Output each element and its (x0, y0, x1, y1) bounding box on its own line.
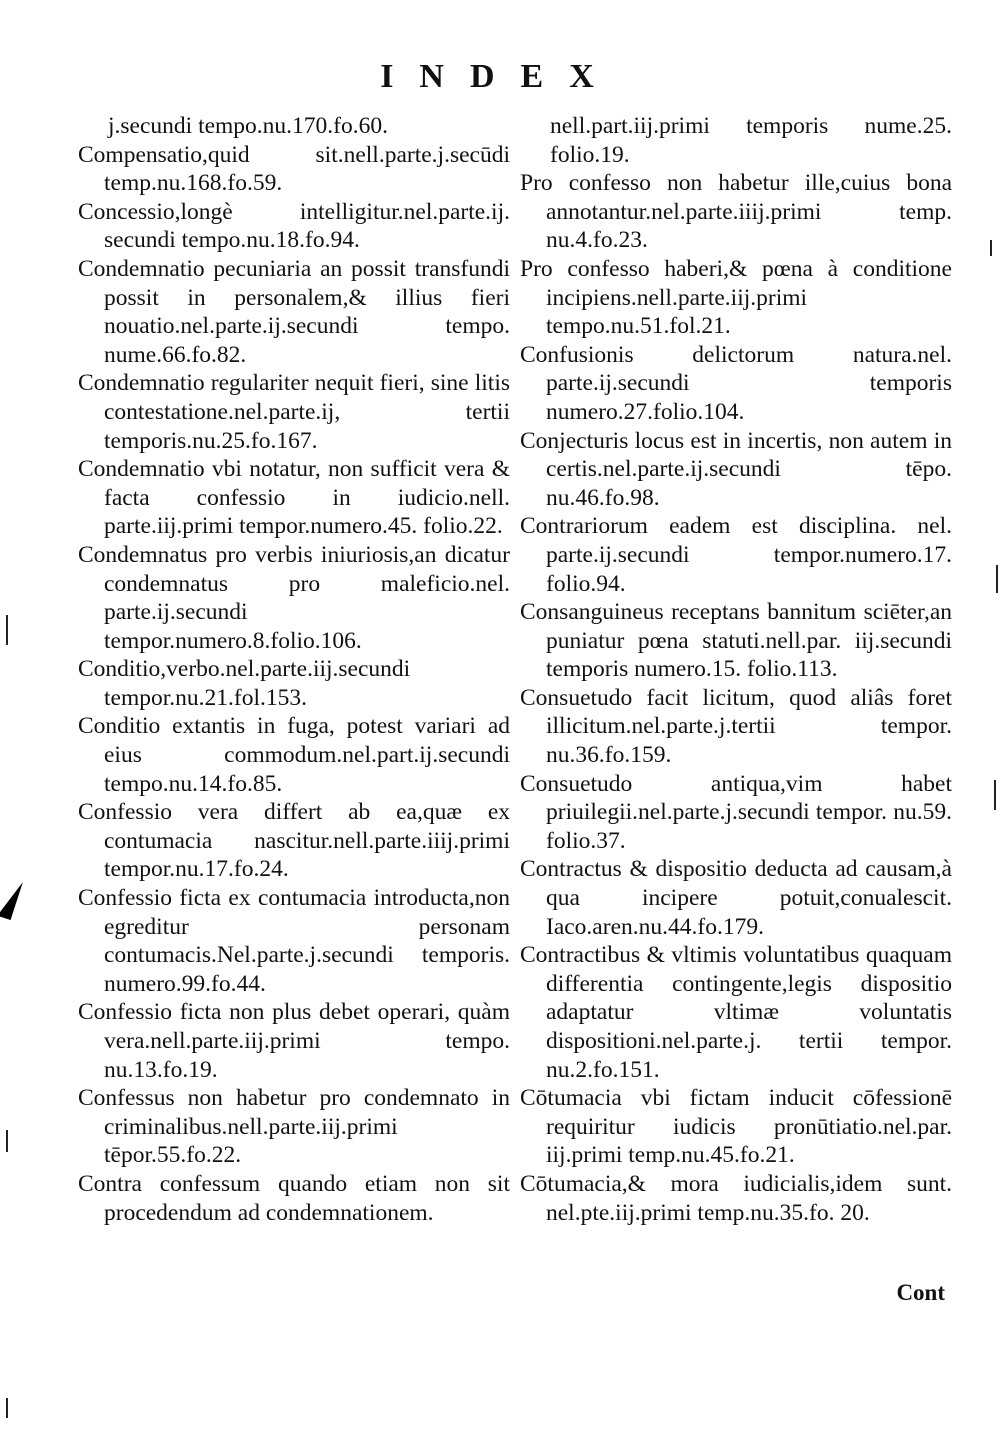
margin-tick (6, 1398, 8, 1418)
index-entry: Conditio,verbo.nel.parte.iij.secundi tempor.nu.21.fol.153. (78, 656, 411, 711)
margin-tick (990, 240, 992, 256)
index-entry: j.secundi tempo.nu.170.fo.60. (108, 113, 389, 139)
index-entry: Pro confesso non habetur ille,cuius bona annotantur.nel.parte.iiij.primi temp. nu.4.fo.23. (520, 170, 952, 254)
index-entry: Confessio ficta non plus debet operari, quàm vera.nell.parte.iij.primi tempo. nu.13.fo.19. (78, 999, 510, 1083)
index-entry: Contra confessum quando etiam non sit procedendum ad condemnationem. (78, 1170, 510, 1226)
index-entry: Condemnatio pecuniaria an possit transfundi possit in personalem,& illius fieri nouatio.nel.parte.ij.secundi tempo. nume.66.fo.82. (78, 255, 510, 368)
index-entry: Conditio extantis in fuga, potest variari ad eius commodum.nel.part.ij.secundi tempo.nu.14.fo.85. (78, 713, 510, 797)
margin-tick (994, 780, 996, 810)
margin-ink-mark (0, 872, 25, 920)
index-entry: Confessus non habetur pro condemnato in criminalibus.nell.parte.iij.primi tēpor.55.fo.22. (78, 1085, 510, 1169)
index-entry: Confessio ficta ex contumacia introducta,non egreditur personam contumacis.Nel.parte.j.secundi temporis. numero.99.fo.44. (78, 885, 510, 997)
index-entry: Concessio,longè intelligitur.nel.parte.ij. secundi tempo.nu.18.fo.94. (78, 198, 510, 254)
margin-tick (6, 615, 8, 645)
margin-tick (6, 1130, 8, 1152)
index-entry: Condemnatio vbi notatur, non sufficit vera & facta confessio in iudicio.nell. parte.iij.primi tempor.numero.45. folio.22. (78, 456, 510, 540)
index-entry: Compensatio,quid sit.nell.parte.j.secūdi temp.nu.168.fo.59. (78, 141, 510, 197)
index-entry: Condemnatio regulariter nequit fieri, sine litis contestatione.nel.parte.ij, tertii temporis.nu.25.fo.167. (78, 370, 510, 454)
index-entry: Contrariorum eadem est disciplina. nel. parte.ij.secundi tempor.numero.17. folio.94. (520, 513, 952, 597)
index-entry: Contractibus & vltimis voluntatibus quaquam differentia contingente,legis dispositio adaptatur vltimæ voluntatis dispositioni.nel.parte.j. tertii tempor. nu.2.fo.151. (520, 942, 952, 1083)
index-entry: Condemnatus pro verbis iniuriosis,an dicatur condemnatus pro maleficio.nel. parte.ij.secundi tempor.numero.8.folio.106. (78, 541, 510, 654)
index-entry: Contractus & dispositio deducta ad causam,à qua incipere potuit,conualescit. Iaco.aren.nu.44.fo.179. (520, 856, 952, 940)
catchword: Cont (896, 1280, 945, 1305)
index-entry: Cōtumacia,& mora iudicialis,idem sunt. nel.pte.iij.primi temp.nu.35.fo. 20. (520, 1170, 952, 1226)
index-entry: nell.part.iij.primi temporis nume.25. folio.19. (550, 113, 952, 168)
left-column (78, 112, 510, 1227)
margin-tick (996, 565, 998, 593)
index-entry: Cōtumacia vbi fictam inducit cōfessionē requiritur iudicis pronūtiatio.nel.par. iij.primi temp.nu.45.fo.21. (520, 1085, 952, 1169)
index-entry: Consuetudo antiqua,vim habet priuilegii.nel.parte.j.secundi tempor. nu.59. folio.37. (520, 770, 952, 854)
index-entry: Pro confesso haberi,& pœna à conditione incipiens.nell.parte.iij.primi tempo.nu.51.fol.21. (520, 255, 952, 340)
index-entry: Conjecturis locus est in incertis, non autem in certis.nel.parte.ij.secundi tēpo. nu.46.fo.98. (520, 427, 952, 511)
page-header: INDEX (380, 58, 620, 95)
index-entry: Confusionis delictorum natura.nel. parte.ij.secundi temporis numero.27.folio.104. (520, 341, 952, 425)
right-column (520, 112, 952, 1227)
index-entry: Consanguineus receptans bannitum sciēter,an puniatur pœna statuti.nell.par. iij.secundi temporis numero.15. folio.113. (520, 599, 952, 683)
index-entry: Confessio vera differt ab ea,quæ ex contumacia nascitur.nell.parte.iiij.primi tempor.nu.17.fo.24. (78, 799, 510, 883)
index-entry: Consuetudo facit licitum, quod aliâs foret illicitum.nel.parte.j.tertii tempor. nu.36.fo.159. (520, 684, 952, 769)
